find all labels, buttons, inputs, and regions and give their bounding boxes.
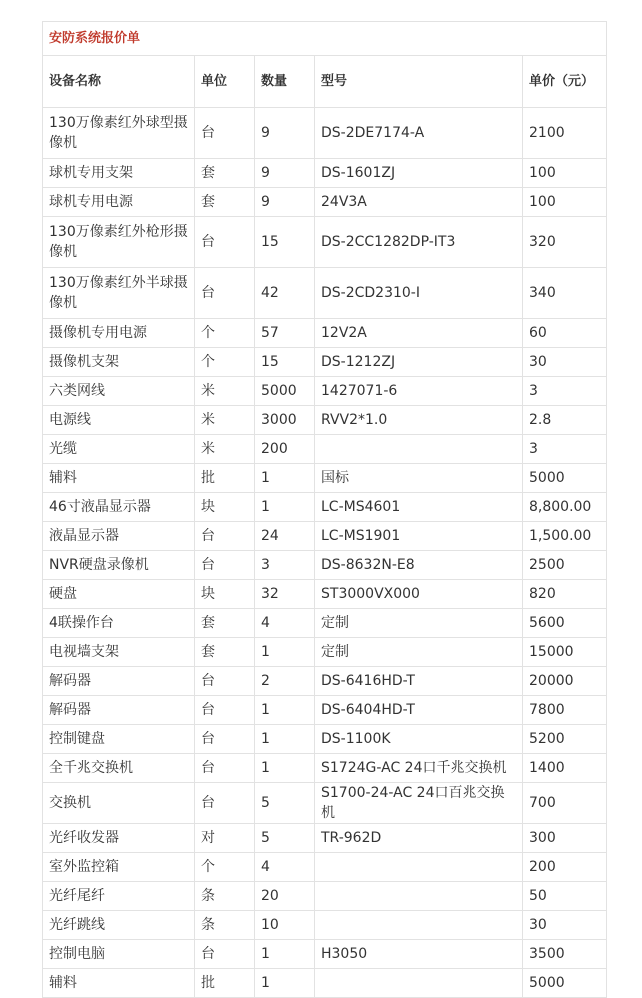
cell-qty: 4 — [255, 853, 315, 882]
cell-name: 光缆 — [43, 435, 195, 464]
cell-qty: 1 — [255, 638, 315, 667]
cell-qty: 1 — [255, 696, 315, 725]
cell-unit: 套 — [195, 638, 255, 667]
cell-unit: 对 — [195, 824, 255, 853]
cell-unit: 套 — [195, 609, 255, 638]
column-header-unit: 单位 — [195, 56, 255, 108]
cell-unit: 块 — [195, 580, 255, 609]
cell-unit: 台 — [195, 551, 255, 580]
cell-name: 球机专用电源 — [43, 188, 195, 217]
cell-name: 摄像机支架 — [43, 348, 195, 377]
cell-name: 4联操作台 — [43, 609, 195, 638]
table-row — [43, 783, 607, 824]
cell-qty: 1 — [255, 940, 315, 969]
cell-name: 电源线 — [43, 406, 195, 435]
cell-qty: 57 — [255, 319, 315, 348]
cell-name: 硬盘 — [43, 580, 195, 609]
cell-qty: 24 — [255, 522, 315, 551]
cell-model: 24V3A — [315, 188, 523, 217]
cell-unit: 个 — [195, 853, 255, 882]
table-row — [43, 940, 607, 969]
cell-name: 球机专用支架 — [43, 159, 195, 188]
cell-name: 交换机 — [43, 783, 195, 824]
quote-table — [42, 21, 607, 998]
cell-name: 辅料 — [43, 969, 195, 998]
cell-model: LC-MS1901 — [315, 522, 523, 551]
table-row — [43, 522, 607, 551]
cell-qty: 1 — [255, 464, 315, 493]
cell-model: DS-6404HD-T — [315, 696, 523, 725]
column-header-price: 单价（元） — [523, 56, 607, 108]
table-row — [43, 696, 607, 725]
cell-qty: 20 — [255, 882, 315, 911]
cell-unit: 台 — [195, 783, 255, 824]
cell-price: 3 — [523, 435, 607, 464]
cell-model — [315, 882, 523, 911]
table-row — [43, 754, 607, 783]
cell-name: 光纤尾纤 — [43, 882, 195, 911]
cell-qty: 4 — [255, 609, 315, 638]
cell-name: 全千兆交换机 — [43, 754, 195, 783]
cell-model: LC-MS4601 — [315, 493, 523, 522]
cell-qty: 15 — [255, 348, 315, 377]
cell-model: 12V2A — [315, 319, 523, 348]
cell-model: ST3000VX000 — [315, 580, 523, 609]
cell-model — [315, 853, 523, 882]
cell-model: DS-2DE7174-A — [315, 108, 523, 159]
cell-price: 320 — [523, 217, 607, 268]
cell-price: 2100 — [523, 108, 607, 159]
cell-model: DS-1100K — [315, 725, 523, 754]
cell-price: 3 — [523, 377, 607, 406]
cell-name: 光纤跳线 — [43, 911, 195, 940]
cell-unit: 批 — [195, 969, 255, 998]
table-row — [43, 217, 607, 268]
table-row — [43, 493, 607, 522]
cell-price: 15000 — [523, 638, 607, 667]
cell-qty: 200 — [255, 435, 315, 464]
cell-price: 5600 — [523, 609, 607, 638]
cell-qty: 1 — [255, 969, 315, 998]
cell-unit: 条 — [195, 911, 255, 940]
table-row — [43, 377, 607, 406]
cell-price: 2500 — [523, 551, 607, 580]
cell-qty: 9 — [255, 188, 315, 217]
cell-qty: 5000 — [255, 377, 315, 406]
table-row — [43, 638, 607, 667]
cell-price: 3500 — [523, 940, 607, 969]
cell-price: 700 — [523, 783, 607, 824]
cell-name: 解码器 — [43, 667, 195, 696]
cell-unit: 块 — [195, 493, 255, 522]
header-row — [43, 56, 607, 108]
cell-qty: 9 — [255, 108, 315, 159]
cell-qty: 3 — [255, 551, 315, 580]
cell-name: 130万像素红外球型摄像机 — [43, 108, 195, 159]
cell-name: 解码器 — [43, 696, 195, 725]
cell-price: 100 — [523, 188, 607, 217]
table-row — [43, 188, 607, 217]
cell-price: 820 — [523, 580, 607, 609]
cell-price: 7800 — [523, 696, 607, 725]
cell-unit: 台 — [195, 667, 255, 696]
cell-price: 50 — [523, 882, 607, 911]
cell-price: 30 — [523, 348, 607, 377]
column-header-qty: 数量 — [255, 56, 315, 108]
table-row — [43, 853, 607, 882]
cell-model: S1700-24-AC 24口百兆交换机 — [315, 783, 523, 824]
cell-unit: 个 — [195, 348, 255, 377]
cell-unit: 台 — [195, 754, 255, 783]
cell-model: 国标 — [315, 464, 523, 493]
cell-qty: 15 — [255, 217, 315, 268]
column-header-model: 型号 — [315, 56, 523, 108]
cell-qty: 10 — [255, 911, 315, 940]
cell-unit: 个 — [195, 319, 255, 348]
cell-model: DS-6416HD-T — [315, 667, 523, 696]
cell-model: TR-962D — [315, 824, 523, 853]
cell-model: S1724G-AC 24口千兆交换机 — [315, 754, 523, 783]
cell-unit: 台 — [195, 725, 255, 754]
table-row — [43, 969, 607, 998]
table-row — [43, 882, 607, 911]
cell-price: 2.8 — [523, 406, 607, 435]
cell-qty: 5 — [255, 824, 315, 853]
table-row — [43, 580, 607, 609]
cell-name: 六类网线 — [43, 377, 195, 406]
table-row — [43, 108, 607, 159]
cell-model: DS-2CC1282DP-IT3 — [315, 217, 523, 268]
cell-unit: 米 — [195, 435, 255, 464]
cell-qty: 32 — [255, 580, 315, 609]
cell-name: 摄像机专用电源 — [43, 319, 195, 348]
table-row — [43, 824, 607, 853]
cell-unit: 台 — [195, 268, 255, 319]
table-row — [43, 911, 607, 940]
cell-model: DS-1601ZJ — [315, 159, 523, 188]
cell-price: 5000 — [523, 464, 607, 493]
cell-name: NVR硬盘录像机 — [43, 551, 195, 580]
cell-name: 130万像素红外枪形摄像机 — [43, 217, 195, 268]
table-row — [43, 159, 607, 188]
cell-name: 控制键盘 — [43, 725, 195, 754]
cell-model: H3050 — [315, 940, 523, 969]
cell-name: 辅料 — [43, 464, 195, 493]
table-row — [43, 406, 607, 435]
cell-qty: 5 — [255, 783, 315, 824]
cell-unit: 台 — [195, 217, 255, 268]
table-row — [43, 609, 607, 638]
cell-name: 电视墙支架 — [43, 638, 195, 667]
cell-unit: 套 — [195, 188, 255, 217]
table-row — [43, 667, 607, 696]
table-row — [43, 348, 607, 377]
cell-model: DS-1212ZJ — [315, 348, 523, 377]
cell-price: 1400 — [523, 754, 607, 783]
cell-model: 1427071-6 — [315, 377, 523, 406]
cell-price: 340 — [523, 268, 607, 319]
cell-price: 8,800.00 — [523, 493, 607, 522]
cell-qty: 2 — [255, 667, 315, 696]
cell-price: 5000 — [523, 969, 607, 998]
cell-price: 20000 — [523, 667, 607, 696]
table-row — [43, 464, 607, 493]
cell-price: 60 — [523, 319, 607, 348]
cell-name: 控制电脑 — [43, 940, 195, 969]
cell-model: RVV2*1.0 — [315, 406, 523, 435]
cell-model — [315, 969, 523, 998]
cell-qty: 3000 — [255, 406, 315, 435]
cell-model — [315, 435, 523, 464]
cell-unit: 批 — [195, 464, 255, 493]
table-row — [43, 435, 607, 464]
table-row — [43, 268, 607, 319]
cell-unit: 套 — [195, 159, 255, 188]
cell-price: 200 — [523, 853, 607, 882]
cell-unit: 条 — [195, 882, 255, 911]
cell-model — [315, 911, 523, 940]
table-row — [43, 319, 607, 348]
title-row — [43, 22, 607, 56]
cell-model: 定制 — [315, 609, 523, 638]
cell-unit: 台 — [195, 940, 255, 969]
column-header-name: 设备名称 — [43, 56, 195, 108]
cell-model: DS-8632N-E8 — [315, 551, 523, 580]
cell-price: 300 — [523, 824, 607, 853]
cell-qty: 1 — [255, 493, 315, 522]
cell-unit: 台 — [195, 108, 255, 159]
cell-name: 液晶显示器 — [43, 522, 195, 551]
cell-qty: 1 — [255, 754, 315, 783]
cell-unit: 米 — [195, 377, 255, 406]
cell-model: DS-2CD2310-I — [315, 268, 523, 319]
quote-table-body — [43, 22, 607, 998]
cell-unit: 台 — [195, 522, 255, 551]
cell-unit: 台 — [195, 696, 255, 725]
cell-price: 1,500.00 — [523, 522, 607, 551]
table-row — [43, 551, 607, 580]
cell-unit: 米 — [195, 406, 255, 435]
cell-name: 光纤收发器 — [43, 824, 195, 853]
cell-model: 定制 — [315, 638, 523, 667]
cell-price: 5200 — [523, 725, 607, 754]
cell-name: 室外监控箱 — [43, 853, 195, 882]
cell-qty: 9 — [255, 159, 315, 188]
cell-qty: 42 — [255, 268, 315, 319]
cell-name: 130万像素红外半球摄像机 — [43, 268, 195, 319]
table-title: 安防系统报价单 — [43, 22, 607, 56]
cell-name: 46寸液晶显示器 — [43, 493, 195, 522]
cell-price: 30 — [523, 911, 607, 940]
table-row — [43, 725, 607, 754]
cell-price: 100 — [523, 159, 607, 188]
cell-qty: 1 — [255, 725, 315, 754]
